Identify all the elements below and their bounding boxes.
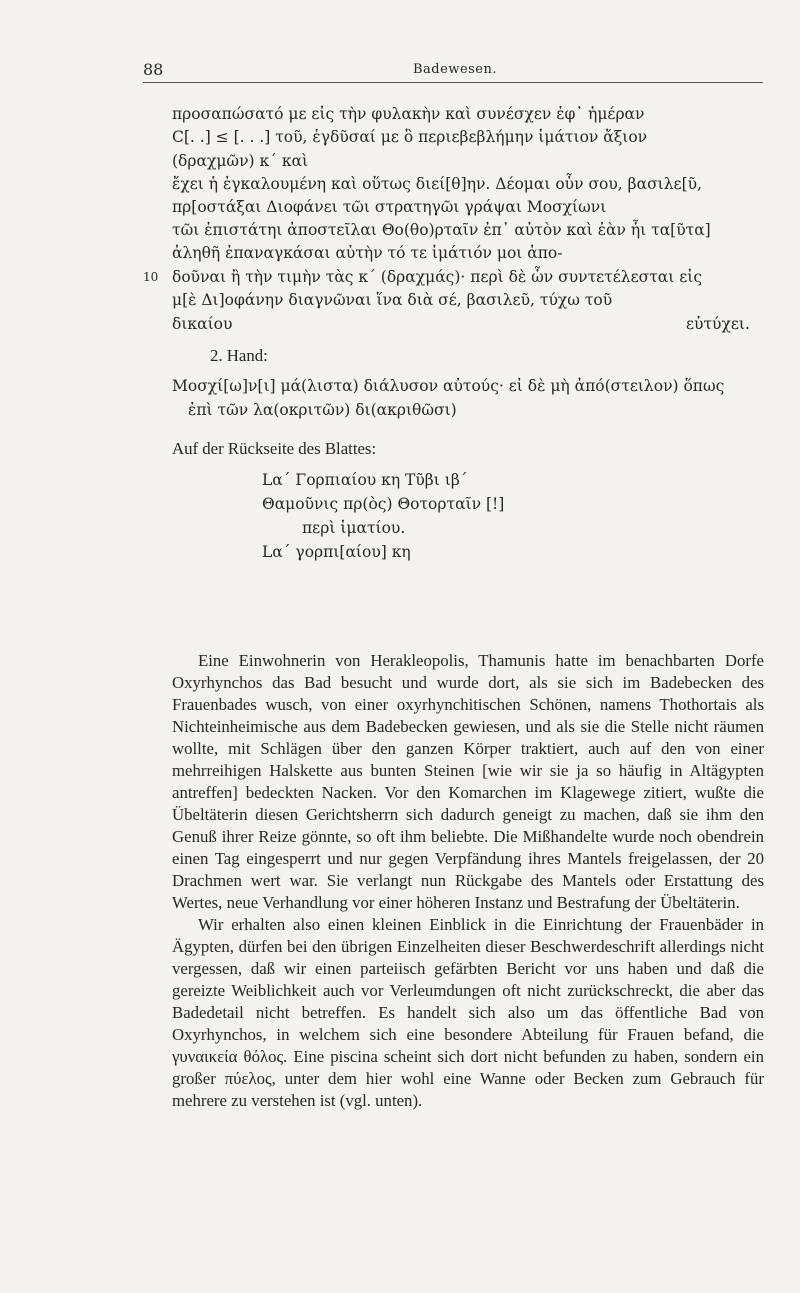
greek-line-8: δοῦναι ἢ τὴν τιμὴν τὰς κ´ (δραχμάς)· περὶ δὲ ὧν συντετέλεσται εἰς (172, 268, 703, 286)
verso-line-2: Θαμοῦνις πρ(ὸς) Θοτορταῖν [!] (262, 495, 505, 513)
verso-line-3: περὶ ἱματίου. (302, 519, 406, 537)
commentary-paragraph-2: Wir erhalten also einen kleinen Einblick in die Einrichtung der Frauenbäder in Ägypten, dürfen bei den übrigen Einzelheiten dieser Beschwerdeschrift allerdings nicht vergessen, daß wir einen parteiisch gefärbten Bericht vor uns haben und daß die gereizte Weiblichkeit auch vor Verleumdungen oft nicht zurückschreckt, die aber das Badedetail nicht betreffen. Es handelt sich also um das öffentliche Bad von Oxyrhynchos, in welchem sich eine besondere Abteilung für Frauen befand, die γυναικεία θόλος. Eine piscina scheint sich dort nicht befunden zu haben, sondern ein großer πύελος, unter dem hier wohl eine Wanne oder Becken zum Gebrauch für mehrere zu verstehen ist (vgl. unten). (172, 915, 764, 1110)
greek-line-2: C[. .] ≤ [. . .] τοῦ, ἐγδῦσαί με ὃ περιεβεβλήμην ἱμάτιον ἄξιον (172, 128, 648, 146)
hand2-line-1: Μοσχί[ω]ν[ι] μά(λιστα) διάλυσον αὐτούς· εἰ δὲ μὴ ἀπό(στειλον) ὅπως (172, 377, 725, 395)
closing-eutychei: εὐτύχει. (686, 315, 750, 333)
greek-line-10: δικαίου (172, 315, 233, 333)
page-number: 88 (143, 60, 164, 79)
verso-line-4: Lα´ γορπι[αίου] κη (262, 543, 411, 561)
greek-line-7: ἀληθῆ ἐπαναγκάσαι αὐτὴν τό τε ἱμάτιόν μοι ἀπο- (172, 244, 563, 262)
greek-line-4: ἔχει ἡ ἐγκαλουμένη καὶ οὕτως διεί[θ]ην. Δέομαι οὖν σου, βασιλε[ῦ, (172, 175, 702, 193)
running-header (143, 60, 763, 83)
greek-line-5: πρ[οστάξαι Διοφάνει τῶι στρατηγῶι γράψαι Μοσχίωνι (172, 198, 607, 216)
hand2-line-2: ἐπὶ τῶν λα(οκριτῶν) δι(ακριθῶσι) (188, 401, 457, 419)
commentary-text (172, 650, 764, 1112)
greek-line-3: (δραχμῶν) κ´ καὶ (172, 152, 309, 170)
verso-line-1: Lα´ Γορπιαίου κη Τῦβι ιβ´ (262, 471, 468, 489)
verso-label: Auf der Rückseite des Blattes: (172, 439, 377, 458)
second-hand-label: 2. Hand: (210, 346, 268, 365)
greek-line-6: τῶι ἐπιστάτηι ἀποστεῖλαι Θο(θο)ρταῖν ἐπ᾽ αὐτὸν καὶ ἐὰν ἧι τα[ῦτα] (172, 221, 711, 239)
running-title: Badewesen. (413, 62, 498, 77)
greek-line-9: μ[ὲ Δι]οφάνην διαγνῶναι ἵνα διὰ σέ, βασιλεῦ, τύχω τοῦ (172, 291, 613, 309)
commentary-paragraph-1: Eine Einwohnerin von Herakleopolis, Thamunis hatte im benachbarten Dorfe Oxyrhynchos das Bad besucht und wurde dort, als sie sich im Badebecken des Frauenbades wusch, von einer oxyrhynchitischen Schönen, namens Thothortais als Nichteinheimische aus dem Badebecken gewiesen, und als sie die Stelle nicht räumen wollte, mit Schlägen über den ganzen Körper traktiert, auch auf den von einer mehrreihigen Halskette aus bunten Steinen [wie wir sie ja so häufig in Altägypten antreffen] bedeckten Nacken. Vor den Komarchen im Klagewege zitiert, wußte die Übeltäterin diesen Gerichtsherrn sich dadurch geneigt zu machen, daß sie ihm den Genuß ihrer Reize gönnte, so oft ihm beliebte. Die Mißhandelte wurde noch obendrein einen Tag eingesperrt und nur gegen Verpfändung ihres Mantels freigelassen, der 20 Drachmen wert war. Sie verlangt nun Rückgabe des Mantels oder Erstattung des Wertes, neue Verhandlung vor einer höheren Instanz und Bestrafung der Übeltäterin. (172, 651, 764, 912)
line-number: 10 (143, 270, 159, 284)
greek-line-1: προσαπώσατό με εἰς τὴν φυλακὴν καὶ συνέσχεν ἐφ᾽ ἡμέραν (172, 105, 645, 123)
